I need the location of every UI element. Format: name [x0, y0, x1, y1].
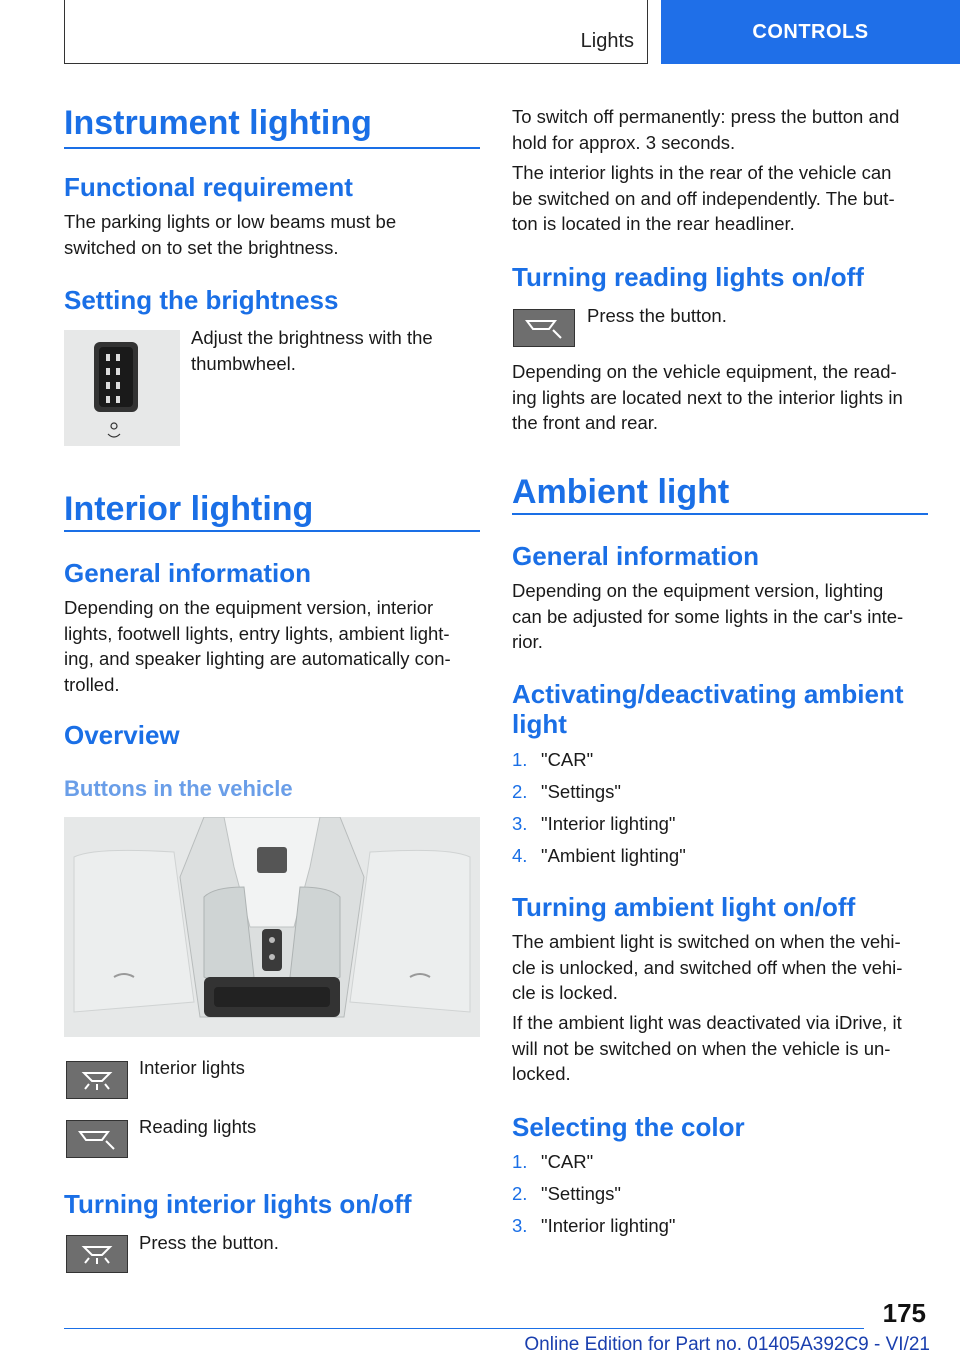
heading-overview: Overview — [64, 720, 180, 750]
activating-steps-list — [512, 744, 686, 872]
interior-lights-label: Interior lights — [139, 1057, 245, 1078]
section-title: Lights — [580, 30, 634, 52]
press-button-text: Press the button. — [139, 1232, 279, 1253]
thumbwheel-image — [64, 330, 180, 446]
heading-rule — [64, 147, 480, 149]
interior-lights-button[interactable] — [66, 1235, 128, 1273]
list-item: 4. "Ambient lighting" — [512, 845, 686, 866]
heading-ambient-light: Ambient light — [512, 473, 730, 511]
idrive-text: If the ambient light was deactivated via iDrive, it will not be switched on when the vehicle is un- locked. — [512, 1012, 902, 1084]
thumbwheel-icon — [64, 330, 180, 446]
ambient-on-text: The ambient light is switched on when the vehi- cle is unlocked, and switched off when the vehi- cle is locked. — [512, 931, 903, 1003]
brightness-text: Adjust the brightness with the thumbwheel. — [191, 327, 433, 374]
reading-light-icon — [72, 1126, 122, 1152]
heading-turning-reading-lights: Turning reading lights on/off — [512, 262, 864, 292]
switch-off-text: To switch off permanently: press the button and hold for approx. 3 seconds. — [512, 106, 900, 153]
heading-setting-brightness: Setting the brightness — [64, 285, 339, 315]
functional-text: The parking lights or low beams must be switched on to set the brightness. — [64, 211, 397, 258]
headliner-image — [64, 817, 480, 1037]
press-button-text: Press the button. — [587, 305, 727, 326]
list-item: 2. "Settings" — [512, 781, 621, 802]
chapter-tab[interactable]: CONTROLS — [661, 0, 960, 64]
heading-functional-requirement: Functional requirement — [64, 172, 353, 202]
heading-selecting-color: Selecting the color — [512, 1112, 745, 1142]
heading-rule — [64, 530, 480, 532]
page-number: 175 — [882, 1298, 926, 1328]
heading-general-information: General information — [64, 558, 312, 588]
reading-lights-button[interactable] — [513, 309, 575, 347]
interior-light-icon — [72, 1241, 122, 1267]
list-item: 1. "CAR" — [512, 749, 594, 770]
general-text: Depending on the equipment version, interior lights, footwell lights, entry lights, ambient light- ing, and speaker lighting are automatically con- trolled. — [64, 597, 451, 695]
headliner-illustration — [64, 817, 480, 1037]
color-steps-list — [512, 1146, 675, 1242]
reading-light-icon — [519, 315, 569, 341]
heading-turning-ambient: Turning ambient light on/off — [512, 892, 856, 922]
heading-activating-ambient: Activating/deactivating ambient light — [512, 679, 904, 739]
heading-interior-lighting: Interior lighting — [64, 490, 314, 528]
list-item: 3. "Interior lighting" — [512, 813, 676, 834]
heading-instrument-lighting: Instrument lighting — [64, 104, 372, 142]
reading-lights-button[interactable] — [66, 1120, 128, 1158]
heading-general-information-ambient: General information — [512, 541, 760, 571]
rear-lights-text: The interior lights in the rear of the vehicle can be switched on and off independently. The but- ton is located in the rear headliner. — [512, 162, 895, 234]
heading-buttons-in-vehicle: Buttons in the vehicle — [64, 776, 293, 801]
heading-turning-interior-lights: Turning interior lights on/off — [64, 1189, 412, 1219]
list-item: 1. "CAR" — [512, 1151, 594, 1172]
heading-rule — [512, 513, 928, 515]
ambient-general-text: Depending on the equipment version, lighting can be adjusted for some lights in the car's inte- rior. — [512, 580, 904, 652]
footer-rule — [64, 1328, 864, 1329]
header-box — [64, 0, 648, 64]
reading-lights-label: Reading lights — [139, 1116, 257, 1137]
list-item: 3. "Interior lighting" — [512, 1215, 676, 1236]
interior-lights-button[interactable] — [66, 1061, 128, 1099]
interior-light-icon — [72, 1067, 122, 1093]
edition-footer[interactable]: Online Edition for Part no. 01405A392C9 - VI/21 — [524, 1334, 930, 1355]
list-item: 2. "Settings" — [512, 1183, 621, 1204]
reading-lights-text: Depending on the vehicle equipment, the read- ing lights are located next to the interior lights in the front and rear. — [512, 361, 903, 433]
